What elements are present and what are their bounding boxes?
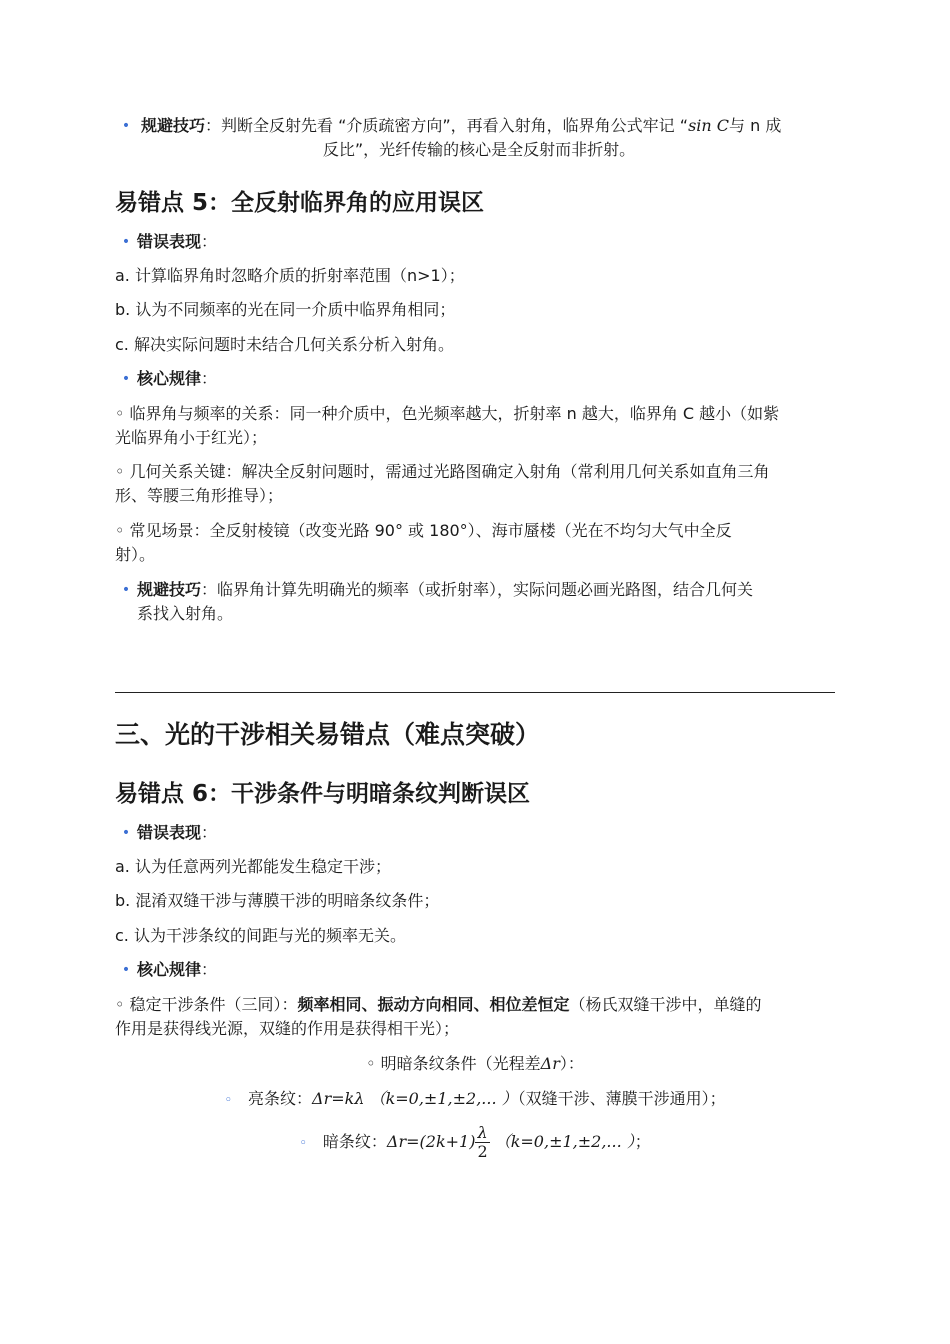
rule-text: ◦ 明暗条纹条件（光程差 <box>366 1054 541 1073</box>
section5-tip <box>115 578 835 626</box>
fraction-numerator: λ <box>477 1123 488 1142</box>
tip-label: 规避技巧 <box>137 580 202 599</box>
rule-line: 作用是获得线光源，双缝的作用是获得相干光）； <box>115 1019 460 1038</box>
bright-label: 亮条纹： <box>248 1089 313 1108</box>
rule-text: ◦ 稳定干涉条件（三同）： <box>115 995 298 1014</box>
fraction-denominator: 2 <box>477 1142 488 1161</box>
bullet-icon: • <box>121 582 131 598</box>
rule-line: 射）。 <box>115 545 156 564</box>
tip-text: ：临界角计算先明确光的频率（或折射率），实际问题必画光路图，结合几何关 <box>201 580 754 599</box>
bullet-icon: • <box>121 825 131 841</box>
rule-item <box>115 460 835 508</box>
sub-bullet-icon: ◦ <box>299 1136 307 1151</box>
section6-title: 易错点 6：干涉条件与明暗条纹判断误区 <box>115 781 531 807</box>
list-item: a. 认为任意两列光都能发生稳定干涉； <box>115 857 391 876</box>
dark-label: 暗条纹： <box>322 1132 387 1151</box>
rule-line: ◦ 几何关系关键：解决全反射问题时，需通过光路图确定入射角（常利用几何关系如直角三角 <box>115 462 770 481</box>
error-label: 错误表现 <box>137 823 202 842</box>
dark-fringe <box>115 1124 835 1161</box>
section5-title: 易错点 5：全反射临界角的应用误区 <box>115 190 485 216</box>
rule-label: 核心规律 <box>137 960 202 979</box>
rule-line: ◦ 常见场景：全反射棱镜（改变光路 90° 或 180°）、海市蜃楼（光在不均匀大气中全反 <box>115 521 732 540</box>
tip-math: sin C <box>688 116 730 135</box>
bright-math: Δr=kλ （k=0,±1,±2,... ） <box>312 1089 518 1108</box>
rule-item <box>115 519 835 567</box>
top-tip <box>115 114 835 162</box>
list-item: c. 认为干涉条纹的间距与光的频率无关。 <box>115 926 406 945</box>
bullet-icon: • <box>121 962 131 978</box>
rule-line: ◦ 临界角与频率的关系：同一种介质中，色光频率越大，折射率 n 越大，临界角 C 越小（如紫 <box>115 404 780 423</box>
section5-rule-heading: • 核心规律 ： <box>115 367 835 391</box>
section-divider <box>115 692 835 693</box>
delta-r-math: Δr <box>540 1054 560 1073</box>
tip-text: ：判断全反射先看 “介质疏密方向”，再看入射角，临界角公式牢记 “ <box>205 116 689 135</box>
list-item: b. 混淆双缝干涉与薄膜干涉的明暗条纹条件； <box>115 891 440 910</box>
rule-item <box>115 993 835 1041</box>
rule-label: 核心规律 <box>137 369 202 388</box>
section5-error-heading: • 错误表现 ： <box>115 230 835 254</box>
rule-line: 光临界角小于红光）； <box>115 428 268 447</box>
rule-line: 形、等腰三角形推导）； <box>115 486 284 505</box>
tip-text-end: 与 n 成 <box>729 116 782 135</box>
dark-math-range: （k=0,±1,±2,... ） <box>489 1132 635 1151</box>
rule-text: ）： <box>559 1054 584 1073</box>
rule-emphasis: 频率相同、振动方向相同、相位差恒定 <box>297 995 570 1014</box>
lambda-over-2-fraction <box>475 1124 489 1161</box>
bullet-icon: • <box>121 234 131 250</box>
list-item: c. 解决实际问题时未结合几何关系分析入射角。 <box>115 335 454 354</box>
tip-line2: 反比”，光纤传输的核心是全反射而非折射。 <box>322 140 636 159</box>
bright-note: （双缝干涉、薄膜干涉通用）； <box>517 1089 726 1108</box>
tip-text: 系找入射角。 <box>137 604 234 623</box>
list-item: b. 认为不同频率的光在同一介质中临界角相同； <box>115 300 456 319</box>
part3-title: 三、光的干涉相关易错点（难点突破） <box>115 720 541 749</box>
bright-fringe <box>115 1087 835 1113</box>
section6-error-heading: • 错误表现 ： <box>115 821 835 845</box>
bullet-icon: • <box>121 118 131 134</box>
error-label: 错误表现 <box>137 232 202 251</box>
fringe-condition <box>115 1052 835 1076</box>
rule-item <box>115 402 835 450</box>
rule-text: （杨氏双缝干涉中，单缝的 <box>569 995 762 1014</box>
tip-label: 规避技巧 <box>141 116 206 135</box>
dark-note: ； <box>634 1132 651 1151</box>
sub-bullet-icon: ◦ <box>224 1093 233 1108</box>
bullet-icon: • <box>121 371 131 387</box>
list-item: a. 计算临界角时忽略介质的折射率范围（n>1）； <box>115 266 465 285</box>
dark-math: Δr=(2k+1) <box>386 1132 476 1151</box>
section6-rule-heading: • 核心规律 ： <box>115 958 835 982</box>
